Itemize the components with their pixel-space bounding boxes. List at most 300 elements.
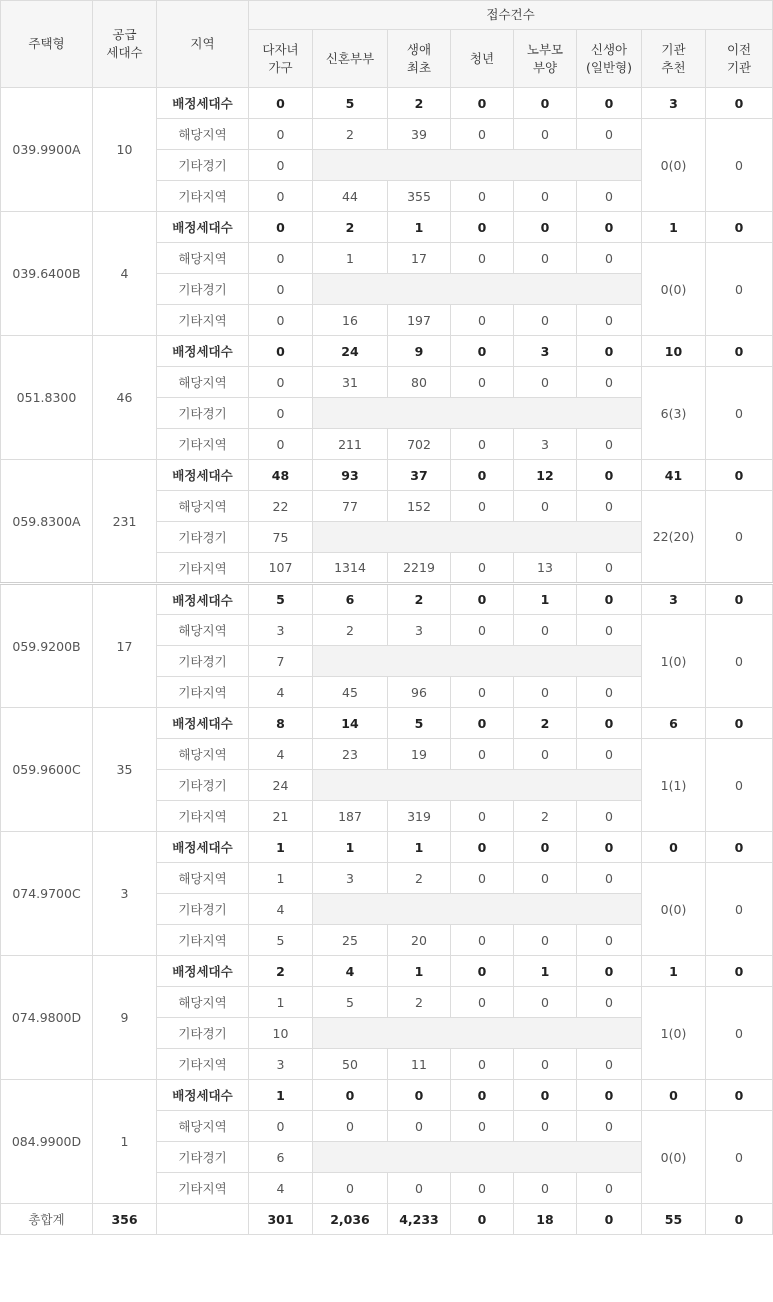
value-cell: 37 xyxy=(388,460,451,491)
region-label: 기타지역 xyxy=(157,925,249,956)
value-cell: 0 xyxy=(706,584,773,615)
region-label: 배정세대수 xyxy=(157,956,249,987)
value-cell: 0 xyxy=(577,243,642,274)
value-cell: 1 xyxy=(249,863,313,894)
empty-cell xyxy=(313,894,642,925)
value-cell: 0 xyxy=(313,1111,388,1142)
value-cell: 0 xyxy=(577,1173,642,1204)
value-cell: 0 xyxy=(249,367,313,398)
value-cell: 0 xyxy=(514,305,577,336)
value-cell: 0 xyxy=(249,274,313,305)
value-cell: 16 xyxy=(313,305,388,336)
region-label: 기타경기 xyxy=(157,522,249,553)
value-cell: 0 xyxy=(249,88,313,119)
value-cell: 0 xyxy=(451,956,514,987)
supply-count: 3 xyxy=(93,832,157,956)
table-row xyxy=(1,1080,773,1111)
total-value: 0 xyxy=(577,1204,642,1235)
value-cell: 3 xyxy=(514,336,577,367)
value-cell: 0 xyxy=(577,181,642,212)
region-label: 해당지역 xyxy=(157,739,249,770)
empty-cell xyxy=(313,1142,642,1173)
region-label: 기타지역 xyxy=(157,1173,249,1204)
value-cell: 3 xyxy=(313,863,388,894)
value-cell: 355 xyxy=(388,181,451,212)
value-cell: 25 xyxy=(313,925,388,956)
unit-type: 074.9700C xyxy=(1,832,93,956)
region-label: 해당지역 xyxy=(157,491,249,522)
value-cell: 0 xyxy=(249,305,313,336)
value-cell: 0 xyxy=(451,1111,514,1142)
table-row xyxy=(1,832,773,863)
total-row xyxy=(1,1204,773,1235)
value-cell: 48 xyxy=(249,460,313,491)
table-row xyxy=(1,708,773,739)
value-cell: 2 xyxy=(514,708,577,739)
transfer-agency-cell: 0 xyxy=(706,1111,773,1204)
value-cell: 5 xyxy=(388,708,451,739)
value-cell: 23 xyxy=(313,739,388,770)
region-label: 해당지역 xyxy=(157,243,249,274)
value-cell: 0 xyxy=(577,925,642,956)
region-label: 기타경기 xyxy=(157,894,249,925)
region-label: 해당지역 xyxy=(157,863,249,894)
value-cell: 0 xyxy=(451,1173,514,1204)
value-cell: 0 xyxy=(313,1080,388,1111)
value-cell: 0 xyxy=(706,708,773,739)
region-label: 기타지역 xyxy=(157,429,249,460)
transfer-agency-cell: 0 xyxy=(706,739,773,832)
value-cell: 13 xyxy=(514,553,577,584)
region-label: 기타경기 xyxy=(157,398,249,429)
value-cell: 0 xyxy=(577,553,642,584)
value-cell: 0 xyxy=(706,1080,773,1111)
agency-recommend-cell: 0(0) xyxy=(642,863,706,956)
value-cell: 0 xyxy=(577,987,642,1018)
region-label: 기타지역 xyxy=(157,305,249,336)
value-cell: 0 xyxy=(577,212,642,243)
value-cell: 5 xyxy=(313,88,388,119)
empty-cell xyxy=(313,522,642,553)
value-cell: 3 xyxy=(388,615,451,646)
region-label: 해당지역 xyxy=(157,367,249,398)
region-label: 기타경기 xyxy=(157,770,249,801)
value-cell: 0 xyxy=(577,801,642,832)
value-cell: 107 xyxy=(249,553,313,584)
total-value: 0 xyxy=(451,1204,514,1235)
value-cell: 24 xyxy=(313,336,388,367)
header-col-6: 기관 추천 xyxy=(642,30,706,88)
region-label: 배정세대수 xyxy=(157,584,249,615)
value-cell: 0 xyxy=(313,1173,388,1204)
value-cell: 0 xyxy=(451,460,514,491)
value-cell: 0 xyxy=(577,491,642,522)
value-cell: 0 xyxy=(514,88,577,119)
value-cell: 0 xyxy=(451,212,514,243)
unit-type: 059.8300A xyxy=(1,460,93,584)
value-cell: 0 xyxy=(706,460,773,491)
header-col-2: 생애 최초 xyxy=(388,30,451,88)
value-cell: 1 xyxy=(249,1080,313,1111)
value-cell: 0 xyxy=(514,677,577,708)
value-cell: 9 xyxy=(388,336,451,367)
value-cell: 0 xyxy=(451,584,514,615)
value-cell: 39 xyxy=(388,119,451,150)
value-cell: 21 xyxy=(249,801,313,832)
region-label: 배정세대수 xyxy=(157,212,249,243)
value-cell: 2 xyxy=(388,88,451,119)
region-label: 기타경기 xyxy=(157,1018,249,1049)
value-cell: 0 xyxy=(577,832,642,863)
region-label: 해당지역 xyxy=(157,119,249,150)
value-cell: 0 xyxy=(249,212,313,243)
agency-recommend-cell: 1(0) xyxy=(642,987,706,1080)
agency-recommend-cell: 0(0) xyxy=(642,243,706,336)
value-cell: 5 xyxy=(249,584,313,615)
region-label: 배정세대수 xyxy=(157,1080,249,1111)
value-cell: 0 xyxy=(451,1080,514,1111)
value-cell: 1 xyxy=(388,212,451,243)
value-cell: 0 xyxy=(249,429,313,460)
table-row xyxy=(1,212,773,243)
total-value: 4,233 xyxy=(388,1204,451,1235)
value-cell: 1 xyxy=(642,212,706,243)
value-cell: 80 xyxy=(388,367,451,398)
total-value: 0 xyxy=(706,1204,773,1235)
header-col-3: 청년 xyxy=(451,30,514,88)
transfer-agency-cell: 0 xyxy=(706,243,773,336)
supply-count: 46 xyxy=(93,336,157,460)
unit-type: 039.6400B xyxy=(1,212,93,336)
value-cell: 0 xyxy=(451,305,514,336)
region-label: 배정세대수 xyxy=(157,460,249,491)
header-col-7: 이전 기관 xyxy=(706,30,773,88)
value-cell: 2219 xyxy=(388,553,451,584)
value-cell: 0 xyxy=(451,925,514,956)
transfer-agency-cell: 0 xyxy=(706,119,773,212)
value-cell: 319 xyxy=(388,801,451,832)
transfer-agency-cell: 0 xyxy=(706,367,773,460)
unit-type: 059.9200B xyxy=(1,584,93,708)
value-cell: 24 xyxy=(249,770,313,801)
value-cell: 0 xyxy=(514,181,577,212)
value-cell: 93 xyxy=(313,460,388,491)
value-cell: 77 xyxy=(313,491,388,522)
value-cell: 0 xyxy=(577,708,642,739)
value-cell: 1 xyxy=(388,956,451,987)
value-cell: 20 xyxy=(388,925,451,956)
value-cell: 0 xyxy=(514,491,577,522)
value-cell: 1 xyxy=(249,832,313,863)
value-cell: 19 xyxy=(388,739,451,770)
value-cell: 0 xyxy=(706,336,773,367)
region-label: 기타경기 xyxy=(157,274,249,305)
transfer-agency-cell: 0 xyxy=(706,491,773,584)
value-cell: 1314 xyxy=(313,553,388,584)
value-cell: 152 xyxy=(388,491,451,522)
table-row xyxy=(1,584,773,615)
value-cell: 2 xyxy=(249,956,313,987)
value-cell: 0 xyxy=(514,1049,577,1080)
value-cell: 0 xyxy=(577,336,642,367)
value-cell: 0 xyxy=(451,677,514,708)
total-supply: 356 xyxy=(93,1204,157,1235)
value-cell: 0 xyxy=(706,212,773,243)
agency-recommend-cell: 22(20) xyxy=(642,491,706,584)
value-cell: 6 xyxy=(642,708,706,739)
unit-type: 051.8300 xyxy=(1,336,93,460)
value-cell: 0 xyxy=(388,1173,451,1204)
value-cell: 5 xyxy=(313,987,388,1018)
value-cell: 4 xyxy=(249,739,313,770)
supply-count: 35 xyxy=(93,708,157,832)
region-label: 기타지역 xyxy=(157,801,249,832)
value-cell: 0 xyxy=(577,460,642,491)
region-label: 기타지역 xyxy=(157,181,249,212)
value-cell: 0 xyxy=(577,88,642,119)
total-value: 301 xyxy=(249,1204,313,1235)
value-cell: 96 xyxy=(388,677,451,708)
value-cell: 41 xyxy=(642,460,706,491)
empty-cell xyxy=(313,1018,642,1049)
value-cell: 0 xyxy=(451,491,514,522)
value-cell: 0 xyxy=(451,1049,514,1080)
value-cell: 1 xyxy=(514,956,577,987)
value-cell: 702 xyxy=(388,429,451,460)
value-cell: 2 xyxy=(388,863,451,894)
value-cell: 0 xyxy=(577,119,642,150)
value-cell: 1 xyxy=(388,832,451,863)
header-col-0: 다자녀 가구 xyxy=(249,30,313,88)
value-cell: 0 xyxy=(514,367,577,398)
value-cell: 0 xyxy=(514,119,577,150)
total-region-empty xyxy=(157,1204,249,1235)
agency-recommend-cell: 0(0) xyxy=(642,1111,706,1204)
region-label: 기타경기 xyxy=(157,1142,249,1173)
value-cell: 0 xyxy=(706,88,773,119)
value-cell: 0 xyxy=(577,367,642,398)
value-cell: 0 xyxy=(249,398,313,429)
value-cell: 0 xyxy=(451,553,514,584)
value-cell: 0 xyxy=(577,584,642,615)
region-label: 해당지역 xyxy=(157,987,249,1018)
value-cell: 0 xyxy=(514,863,577,894)
agency-recommend-cell: 6(3) xyxy=(642,367,706,460)
value-cell: 0 xyxy=(451,801,514,832)
value-cell: 0 xyxy=(451,832,514,863)
value-cell: 0 xyxy=(451,429,514,460)
total-label: 총합계 xyxy=(1,1204,93,1235)
supply-count: 4 xyxy=(93,212,157,336)
value-cell: 0 xyxy=(451,739,514,770)
value-cell: 187 xyxy=(313,801,388,832)
value-cell: 0 xyxy=(249,119,313,150)
value-cell: 0 xyxy=(514,739,577,770)
value-cell: 3 xyxy=(642,88,706,119)
value-cell: 0 xyxy=(514,1080,577,1111)
region-label: 배정세대수 xyxy=(157,88,249,119)
value-cell: 2 xyxy=(388,584,451,615)
value-cell: 44 xyxy=(313,181,388,212)
total-value: 2,036 xyxy=(313,1204,388,1235)
unit-type: 039.9900A xyxy=(1,88,93,212)
value-cell: 0 xyxy=(577,305,642,336)
value-cell: 0 xyxy=(451,88,514,119)
region-label: 기타경기 xyxy=(157,646,249,677)
table-header xyxy=(1,1,773,88)
value-cell: 0 xyxy=(577,1111,642,1142)
total-value: 55 xyxy=(642,1204,706,1235)
value-cell: 0 xyxy=(451,987,514,1018)
agency-recommend-cell: 1(1) xyxy=(642,739,706,832)
value-cell: 0 xyxy=(514,925,577,956)
unit-type: 074.9800D xyxy=(1,956,93,1080)
value-cell: 0 xyxy=(577,863,642,894)
value-cell: 0 xyxy=(451,367,514,398)
value-cell: 11 xyxy=(388,1049,451,1080)
value-cell: 0 xyxy=(451,708,514,739)
value-cell: 211 xyxy=(313,429,388,460)
value-cell: 0 xyxy=(249,181,313,212)
value-cell: 0 xyxy=(388,1111,451,1142)
header-col-5: 신생아 (일반형) xyxy=(577,30,642,88)
value-cell: 0 xyxy=(451,615,514,646)
value-cell: 75 xyxy=(249,522,313,553)
value-cell: 3 xyxy=(514,429,577,460)
value-cell: 5 xyxy=(249,925,313,956)
supply-count: 9 xyxy=(93,956,157,1080)
header-type: 주택형 xyxy=(1,1,93,88)
region-label: 기타지역 xyxy=(157,1049,249,1080)
value-cell: 2 xyxy=(313,212,388,243)
value-cell: 1 xyxy=(514,584,577,615)
value-cell: 0 xyxy=(451,336,514,367)
value-cell: 10 xyxy=(249,1018,313,1049)
value-cell: 0 xyxy=(514,1173,577,1204)
value-cell: 0 xyxy=(577,615,642,646)
empty-cell xyxy=(313,646,642,677)
value-cell: 31 xyxy=(313,367,388,398)
value-cell: 0 xyxy=(249,243,313,274)
region-label: 해당지역 xyxy=(157,1111,249,1142)
agency-recommend-cell: 0(0) xyxy=(642,119,706,212)
value-cell: 2 xyxy=(388,987,451,1018)
empty-cell xyxy=(313,398,642,429)
value-cell: 45 xyxy=(313,677,388,708)
empty-cell xyxy=(313,150,642,181)
unit-type: 084.9900D xyxy=(1,1080,93,1204)
supply-count: 10 xyxy=(93,88,157,212)
agency-recommend-cell: 1(0) xyxy=(642,615,706,708)
value-cell: 6 xyxy=(249,1142,313,1173)
value-cell: 1 xyxy=(249,987,313,1018)
value-cell: 17 xyxy=(388,243,451,274)
value-cell: 50 xyxy=(313,1049,388,1080)
value-cell: 2 xyxy=(313,615,388,646)
value-cell: 7 xyxy=(249,646,313,677)
value-cell: 3 xyxy=(249,615,313,646)
value-cell: 0 xyxy=(642,832,706,863)
value-cell: 0 xyxy=(642,1080,706,1111)
value-cell: 0 xyxy=(514,987,577,1018)
table-row xyxy=(1,88,773,119)
value-cell: 8 xyxy=(249,708,313,739)
header-col-4: 노부모 부양 xyxy=(514,30,577,88)
value-cell: 0 xyxy=(451,863,514,894)
value-cell: 1 xyxy=(313,243,388,274)
supply-count: 1 xyxy=(93,1080,157,1204)
transfer-agency-cell: 0 xyxy=(706,987,773,1080)
value-cell: 0 xyxy=(577,1080,642,1111)
region-label: 기타지역 xyxy=(157,677,249,708)
value-cell: 0 xyxy=(577,739,642,770)
transfer-agency-cell: 0 xyxy=(706,863,773,956)
header-supply xyxy=(93,1,157,88)
header-received: 접수건수 xyxy=(249,1,773,30)
value-cell: 0 xyxy=(577,956,642,987)
value-cell: 0 xyxy=(249,336,313,367)
value-cell: 0 xyxy=(388,1080,451,1111)
value-cell: 197 xyxy=(388,305,451,336)
value-cell: 4 xyxy=(249,894,313,925)
supply-count: 17 xyxy=(93,584,157,708)
transfer-agency-cell: 0 xyxy=(706,615,773,708)
region-label: 배정세대수 xyxy=(157,708,249,739)
value-cell: 14 xyxy=(313,708,388,739)
value-cell: 22 xyxy=(249,491,313,522)
value-cell: 0 xyxy=(451,243,514,274)
value-cell: 3 xyxy=(642,584,706,615)
table-row xyxy=(1,336,773,367)
value-cell: 0 xyxy=(514,212,577,243)
value-cell: 0 xyxy=(249,150,313,181)
empty-cell xyxy=(313,770,642,801)
value-cell: 0 xyxy=(514,243,577,274)
value-cell: 0 xyxy=(514,1111,577,1142)
value-cell: 2 xyxy=(514,801,577,832)
value-cell: 3 xyxy=(249,1049,313,1080)
region-label: 배정세대수 xyxy=(157,336,249,367)
value-cell: 4 xyxy=(249,677,313,708)
value-cell: 0 xyxy=(514,832,577,863)
value-cell: 1 xyxy=(313,832,388,863)
unit-type: 059.9600C xyxy=(1,708,93,832)
value-cell: 0 xyxy=(706,956,773,987)
value-cell: 0 xyxy=(249,1111,313,1142)
region-label: 배정세대수 xyxy=(157,832,249,863)
region-label: 해당지역 xyxy=(157,615,249,646)
value-cell: 6 xyxy=(313,584,388,615)
empty-cell xyxy=(313,274,642,305)
header-supply-text: 공급 세대수 xyxy=(106,27,143,60)
value-cell: 0 xyxy=(577,429,642,460)
value-cell: 1 xyxy=(642,956,706,987)
table-row xyxy=(1,460,773,491)
header-col-1: 신혼부부 xyxy=(313,30,388,88)
value-cell: 0 xyxy=(514,615,577,646)
header-region: 지역 xyxy=(157,1,249,88)
value-cell: 4 xyxy=(313,956,388,987)
region-label: 기타지역 xyxy=(157,553,249,584)
value-cell: 2 xyxy=(313,119,388,150)
value-cell: 0 xyxy=(577,677,642,708)
table-row xyxy=(1,956,773,987)
value-cell: 0 xyxy=(451,119,514,150)
value-cell: 4 xyxy=(249,1173,313,1204)
value-cell: 10 xyxy=(642,336,706,367)
value-cell: 12 xyxy=(514,460,577,491)
supply-count: 231 xyxy=(93,460,157,584)
